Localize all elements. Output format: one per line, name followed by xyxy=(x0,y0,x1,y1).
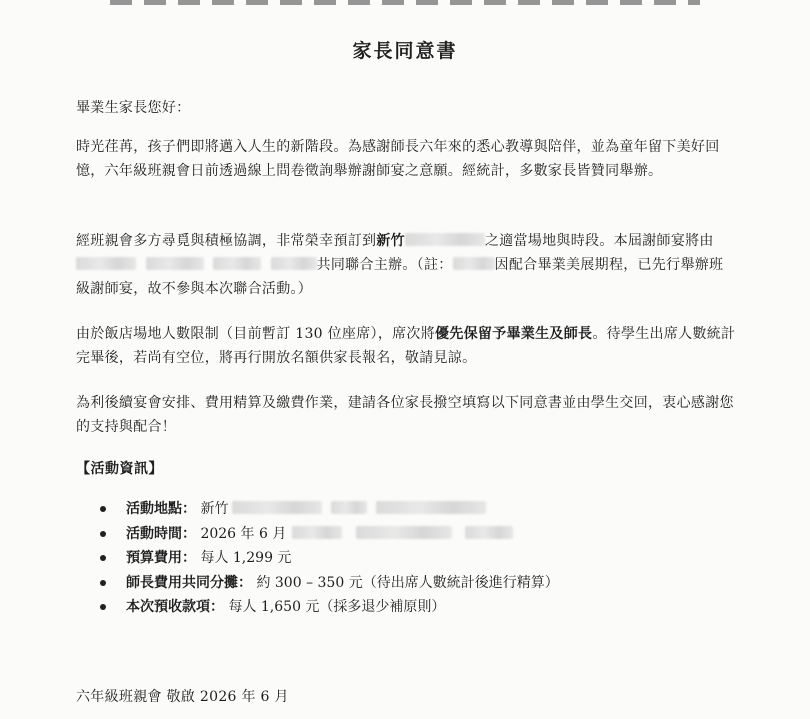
section-title-event-info: 【活動資訊】 xyxy=(76,461,163,477)
paragraph-venue xyxy=(76,229,736,301)
redacted-organizer-3 xyxy=(213,257,261,270)
info-item-budget: 預算費用： 每人 1,299 元 xyxy=(98,546,738,571)
redacted-organizer-2 xyxy=(146,257,204,270)
venue-text-4: 因配合畢業美展期程，已先行舉辦班級謝師宴，故不參與本次聯合活動。） xyxy=(76,257,724,297)
seating-emphasis: 優先保留予畢業生及師長 xyxy=(435,326,593,342)
info-item-teacher-share: 師長費用共同分攤： 約 300 – 350 元（待出席人數統計後進行精算） xyxy=(98,571,738,596)
venue-name: 新竹 xyxy=(376,233,405,249)
redacted-date xyxy=(292,526,342,539)
venue-text-3: 共同聯合主辦。（註： xyxy=(316,257,453,273)
paragraph-intro: 時光荏苒，孩子們即將邁入人生的新階段。為感謝師長六年來的悉心教導與陪伴，並為童年留下美好回憶，六年級班親會日前透過線上問卷徵詢舉辦謝師宴之意願。經統計，多數家長皆贊同舉辦。 xyxy=(76,139,720,179)
redacted-organizer-1 xyxy=(76,257,136,270)
event-info-list xyxy=(98,497,738,620)
venue-text-2: 之適當場地與時段。本屆謝師宴將由 xyxy=(484,233,714,249)
bullet-icon xyxy=(100,580,106,586)
seating-text-1: 由於飯店場地人數限制（目前暫訂 130 位座席），席次將 xyxy=(76,326,436,342)
page-title: 家長同意書 xyxy=(352,40,458,62)
redacted-class xyxy=(453,257,495,270)
redacted-location-2 xyxy=(331,501,367,514)
redacted-venue xyxy=(405,233,485,246)
redacted-organizer-4 xyxy=(271,257,317,270)
info-item-location: 活動地點： 新竹 xyxy=(98,497,738,522)
redacted-location xyxy=(232,501,322,514)
signature-line: 六年級班親會 敬啟 2026 年 6 月 xyxy=(76,689,289,705)
bullet-icon xyxy=(100,555,106,561)
redacted-time xyxy=(356,526,452,539)
redacted-time-2 xyxy=(465,526,513,539)
paragraph-request: 為利後續宴會安排、費用精算及繳費作業，建請各位家長撥空填寫以下同意書並由學生交回，衷心感謝您的支持與配合！ xyxy=(76,395,734,435)
paragraph-seating xyxy=(76,322,736,370)
redacted-location-3 xyxy=(376,501,486,514)
seating-text-2: 。待學生出席人數統計完畢後，若尚有空位，將再行開放名額供家長報名，敬請見諒。 xyxy=(76,326,736,366)
bullet-icon xyxy=(100,604,106,610)
bullet-icon xyxy=(100,506,106,512)
venue-text-1: 經班親會多方尋覓與積極協調，非常榮幸預訂到 xyxy=(76,233,377,249)
greeting: 畢業生家長您好： xyxy=(76,100,191,116)
info-item-prepayment: 本次預收款項： 每人 1,650 元（採多退少補原則） xyxy=(98,595,738,620)
info-item-time: 活動時間： 2026 年 6 月 xyxy=(98,522,738,547)
bullet-icon xyxy=(100,531,106,537)
